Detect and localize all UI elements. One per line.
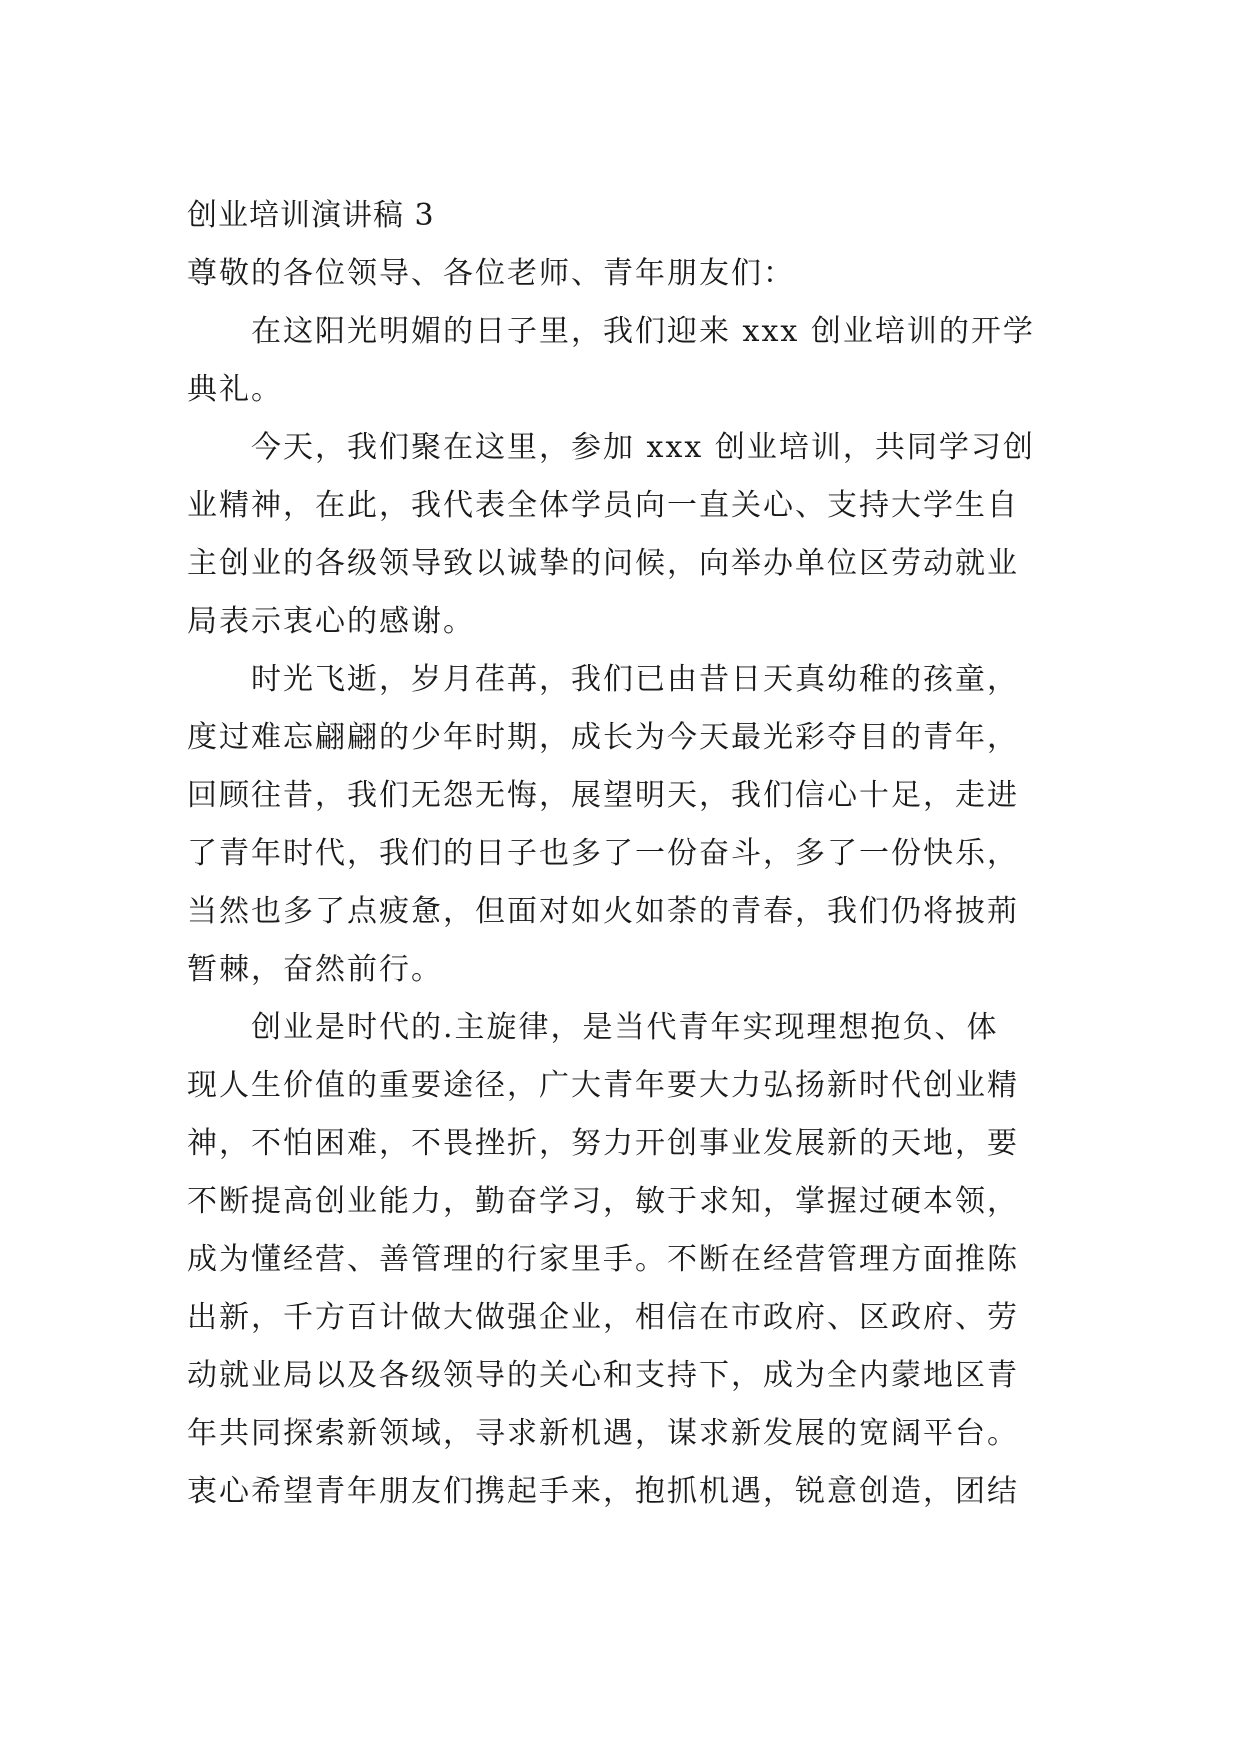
- paragraph-line: 不断提高创业能力，勤奋学习，敏于求知，掌握过硬本领，: [187, 1184, 1019, 1219]
- paragraph-2: [187, 419, 1055, 651]
- paragraph-line: 了青年时代，我们的日子也多了一份奋斗，多了一份快乐，: [187, 836, 1019, 871]
- paragraph-line: 回顾往昔，我们无怨无悔，展望明天，我们信心十足，走进: [187, 778, 1019, 813]
- paragraph-line: 典礼。: [187, 372, 283, 407]
- paragraph-line: 神，不怕困难，不畏挫折，努力开创事业发展新的天地，要: [187, 1126, 1019, 1161]
- paragraph-line: 动就业局以及各级领导的关心和支持下，成为全内蒙地区青: [187, 1358, 1019, 1393]
- paragraph-4: [187, 999, 1055, 1521]
- paragraph-3: [187, 651, 1055, 999]
- paragraph-line: 局表示衷心的感谢。: [187, 604, 475, 639]
- paragraph-1: [187, 303, 1055, 419]
- paragraph-line: 在这阳光明媚的日子里，我们迎来 xxx 创业培训的开学: [251, 314, 1035, 349]
- paragraph-line: 成为懂经营、善管理的行家里手。不断在经营管理方面推陈: [187, 1242, 1019, 1277]
- paragraph-line: 现人生价值的重要途径，广大青年要大力弘扬新时代创业精: [187, 1068, 1019, 1103]
- document-title: 创业培训演讲稿 3: [187, 198, 435, 233]
- paragraph-line: 业精神，在此，我代表全体学员向一直关心、支持大学生自: [187, 488, 1019, 523]
- paragraph-line: 出新，千方百计做大做强企业，相信在市政府、区政府、劳: [187, 1300, 1019, 1335]
- greeting-line: 尊敬的各位领导、各位老师、青年朋友们：: [187, 256, 795, 291]
- paragraph-line: 创业是时代的.主旋律，是当代青年实现理想抱负、体: [251, 1010, 999, 1045]
- paragraph-line: 当然也多了点疲惫，但面对如火如荼的青春，我们仍将披荊: [187, 894, 1019, 929]
- paragraph-line: 主创业的各级领导致以诚挚的问候，向举办单位区劳动就业: [187, 546, 1019, 581]
- document-body: [187, 187, 1055, 1521]
- paragraph-line: 时光飞逝，岁月荏苒，我们已由昔日天真幼稚的孩童，: [251, 662, 1019, 697]
- paragraph-line: 度过难忘翩翩的少年时期，成长为今天最光彩夺目的青年，: [187, 720, 1019, 755]
- paragraph-line: 年共同探索新领域，寻求新机遇，谋求新发展的宽阔平台。: [187, 1416, 1019, 1451]
- paragraph-line: 衷心希望青年朋友们携起手来，抱抓机遇，锐意创造，团结: [187, 1474, 1019, 1509]
- paragraph-line: 暂棘，奋然前行。: [187, 952, 443, 987]
- paragraph-line: 今天，我们聚在这里，参加 xxx 创业培训，共同学习创: [251, 430, 1035, 465]
